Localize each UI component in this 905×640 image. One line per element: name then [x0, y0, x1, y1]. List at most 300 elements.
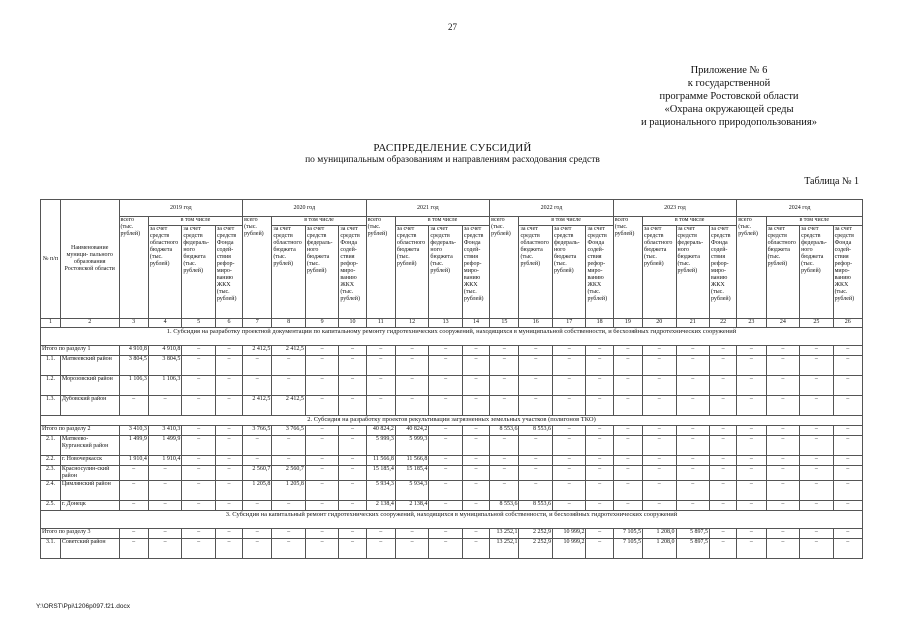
table-row — [41, 501, 863, 511]
cell-value: – — [766, 456, 800, 466]
cell-value: – — [737, 466, 766, 481]
cell-value: – — [305, 501, 339, 511]
header-total: всего (тыс. рублей) — [737, 217, 766, 319]
table-row — [41, 346, 863, 356]
cell-value: – — [395, 396, 429, 416]
cell-value: – — [737, 436, 766, 456]
cell-value: – — [490, 456, 519, 466]
document-subtitle: по муниципальным образованиям и направлениям расходования средств — [305, 155, 600, 165]
cell-value: – — [737, 529, 766, 539]
cell-value: – — [710, 346, 737, 356]
cell-value: – — [586, 426, 613, 436]
cell-value: – — [586, 436, 613, 456]
section-title-row — [41, 511, 863, 529]
section-title: 3. Субсидия на капитальный ремонт гидротехнических сооружений, находящихся в муниципальной собственности, и бесхозяйных гидротехнических сооружений — [41, 511, 863, 529]
cell-value: – — [215, 481, 242, 501]
cell-value: – — [462, 346, 489, 356]
cell-value: – — [613, 501, 642, 511]
header-source: за счет средств областного бюджета (тыс. рублей) — [766, 226, 800, 319]
cell-value: – — [272, 436, 306, 456]
cell-value: – — [215, 529, 242, 539]
table-row — [41, 539, 863, 559]
cell-value: – — [215, 356, 242, 376]
cell-value: – — [676, 501, 710, 511]
cell-value: – — [643, 481, 677, 501]
cell-value: – — [613, 436, 642, 456]
cell-value: – — [710, 501, 737, 511]
column-number: 12 — [395, 319, 429, 328]
cell-value: – — [215, 346, 242, 356]
cell-value: – — [395, 356, 429, 376]
cell-value: – — [643, 356, 677, 376]
cell-value: – — [586, 466, 613, 481]
cell-value: – — [519, 356, 553, 376]
cell-value: – — [182, 539, 216, 559]
header-source: за счет средств областного бюджета (тыс. рублей) — [519, 226, 553, 319]
appendix-line: Приложение № 6 — [690, 65, 768, 76]
cell-value: – — [490, 376, 519, 396]
cell-value: – — [429, 376, 463, 396]
cell-value: 3 766,5 — [272, 426, 306, 436]
cell-value: – — [800, 529, 834, 539]
cell-value: – — [676, 481, 710, 501]
cell-value: – — [552, 501, 586, 511]
cell-value: – — [613, 456, 642, 466]
header-year: 2020 год — [243, 200, 367, 217]
cell-value: – — [676, 346, 710, 356]
cell-value: – — [272, 501, 306, 511]
header-total: всего (тыс. рублей) — [366, 217, 395, 319]
cell-value: – — [182, 501, 216, 511]
cell-value: 7 105,5 — [613, 529, 642, 539]
cell-value: – — [243, 356, 272, 376]
cell-value: – — [643, 466, 677, 481]
header-source: за счет средств федераль- ного бюджета (тыс. рублей) — [429, 226, 463, 319]
cell-value: – — [552, 396, 586, 416]
cell-value: – — [737, 539, 766, 559]
cell-value: – — [305, 436, 339, 456]
cell-value: – — [613, 356, 642, 376]
header-year: 2024 год — [737, 200, 863, 217]
cell-value: – — [148, 539, 182, 559]
row-name: Дубовский район — [60, 396, 119, 416]
header-source: за счет средств федераль- ного бюджета (тыс. рублей) — [800, 226, 834, 319]
cell-value: 3 410,3 — [119, 426, 148, 436]
cell-value: – — [305, 456, 339, 466]
header-row-years — [41, 200, 863, 217]
cell-value: – — [586, 456, 613, 466]
column-number: 6 — [215, 319, 242, 328]
cell-value: – — [305, 466, 339, 481]
cell-value: – — [586, 481, 613, 501]
cell-value: – — [462, 356, 489, 376]
cell-value: – — [737, 481, 766, 501]
cell-value: 1 205,8 — [272, 481, 306, 501]
appendix-line: к государственной — [687, 78, 771, 89]
cell-value: – — [148, 529, 182, 539]
cell-value: 5 934,3 — [395, 481, 429, 501]
cell-value: – — [800, 376, 834, 396]
cell-value: – — [613, 466, 642, 481]
header-including: в том числе — [272, 217, 366, 226]
cell-value: – — [710, 481, 737, 501]
row-name: г. Донецк — [60, 501, 119, 511]
cell-value: – — [462, 436, 489, 456]
cell-value: – — [710, 456, 737, 466]
column-number: 11 — [366, 319, 395, 328]
cell-value: 11 566,8 — [366, 456, 395, 466]
header-year: 2019 год — [119, 200, 243, 217]
cell-value: – — [272, 539, 306, 559]
cell-value: 7 105,5 — [613, 539, 642, 559]
cell-value: – — [339, 481, 366, 501]
cell-value: – — [643, 426, 677, 436]
cell-value: – — [586, 356, 613, 376]
cell-value: – — [710, 436, 737, 456]
cell-value: 8 553,6 — [519, 426, 553, 436]
row-number: 3.1. — [41, 539, 61, 559]
cell-value: – — [215, 396, 242, 416]
cell-value: – — [215, 456, 242, 466]
cell-value: – — [215, 539, 242, 559]
header-total: всего (тыс. рублей) — [490, 217, 519, 319]
cell-value: – — [148, 501, 182, 511]
cell-value: – — [833, 356, 862, 376]
header-including: в том числе — [766, 217, 862, 226]
cell-value: – — [272, 376, 306, 396]
cell-value: – — [462, 426, 489, 436]
cell-value: – — [766, 436, 800, 456]
cell-value: – — [833, 539, 862, 559]
cell-value: 1 499,9 — [119, 436, 148, 456]
cell-value: – — [552, 376, 586, 396]
cell-value: – — [395, 529, 429, 539]
cell-value: – — [519, 376, 553, 396]
cell-value: – — [305, 356, 339, 376]
cell-value: 3 804,5 — [148, 356, 182, 376]
cell-value: – — [429, 529, 463, 539]
column-number: 10 — [339, 319, 366, 328]
cell-value: – — [119, 466, 148, 481]
cell-value: – — [737, 396, 766, 416]
cell-value: – — [766, 529, 800, 539]
table-row — [41, 356, 863, 376]
cell-value: 1 106,3 — [119, 376, 148, 396]
cell-value: – — [833, 426, 862, 436]
cell-value: 10 999,2 — [552, 539, 586, 559]
header-source: за счет средств областного бюджета (тыс. рублей) — [148, 226, 182, 319]
table-row — [41, 436, 863, 456]
cell-value: – — [395, 539, 429, 559]
header-source: за счет средств Фонда содей- ствия рефор- миро- ванию ЖКХ (тыс. рублей) — [462, 226, 489, 319]
cell-value: – — [586, 501, 613, 511]
table-body — [41, 319, 863, 559]
row-name: Советский район — [60, 539, 119, 559]
cell-value: – — [182, 346, 216, 356]
cell-value: – — [339, 539, 366, 559]
cell-value: – — [182, 436, 216, 456]
column-number: 26 — [833, 319, 862, 328]
header-source: за счет средств Фонда содей- ствия рефор- миро- ванию ЖКХ (тыс. рублей) — [833, 226, 862, 319]
cell-value: 5 897,5 — [676, 539, 710, 559]
cell-value: – — [366, 356, 395, 376]
cell-value: – — [490, 436, 519, 456]
cell-value: – — [552, 426, 586, 436]
section-title-row — [41, 416, 863, 426]
cell-value: – — [613, 376, 642, 396]
cell-value: 11 566,8 — [395, 456, 429, 466]
file-path-footer: Y:\ORST\Ppi\1206p097.f21.docx — [36, 603, 130, 610]
cell-value: – — [148, 481, 182, 501]
table-label: Таблица № 1 — [804, 176, 859, 187]
cell-value: 2 412,5 — [243, 346, 272, 356]
cell-value: – — [800, 346, 834, 356]
cell-value: – — [305, 346, 339, 356]
cell-value: – — [272, 456, 306, 466]
cell-value: – — [833, 376, 862, 396]
header-source: за счет средств Фонда содей- ствия рефор- миро- ванию ЖКХ (тыс. рублей) — [215, 226, 242, 319]
cell-value: 8 553,6 — [490, 501, 519, 511]
cell-value: – — [766, 376, 800, 396]
cell-value: – — [833, 346, 862, 356]
cell-value: – — [462, 481, 489, 501]
cell-value: – — [737, 376, 766, 396]
table-head — [41, 200, 863, 319]
cell-value: – — [519, 456, 553, 466]
cell-value: – — [676, 436, 710, 456]
cell-value: – — [833, 466, 862, 481]
column-number: 18 — [586, 319, 613, 328]
cell-value: – — [737, 356, 766, 376]
appendix-line: программе Ростовской области — [659, 91, 799, 102]
cell-value: – — [766, 426, 800, 436]
cell-value: – — [429, 466, 463, 481]
header-source: за счет средств Фонда содей- ствия рефор- миро- ванию ЖКХ (тыс. рублей) — [339, 226, 366, 319]
cell-value: 2 412,5 — [243, 396, 272, 416]
cell-value: – — [800, 481, 834, 501]
cell-value: – — [676, 456, 710, 466]
cell-value: 13 252,1 — [490, 529, 519, 539]
cell-value: – — [643, 501, 677, 511]
cell-value: – — [119, 529, 148, 539]
column-number: 20 — [643, 319, 677, 328]
cell-value: – — [737, 426, 766, 436]
column-number-row — [41, 319, 863, 328]
cell-value: – — [182, 396, 216, 416]
subsidy-table-container — [40, 199, 863, 559]
cell-value: 5 934,3 — [366, 481, 395, 501]
cell-value: – — [366, 346, 395, 356]
cell-value: – — [215, 436, 242, 456]
cell-value: – — [272, 529, 306, 539]
cell-value: – — [395, 376, 429, 396]
cell-value: – — [643, 376, 677, 396]
cell-value: 2 412,5 — [272, 346, 306, 356]
cell-value: 40 824,2 — [366, 426, 395, 436]
cell-value: – — [586, 396, 613, 416]
cell-value: – — [462, 376, 489, 396]
column-number: 15 — [490, 319, 519, 328]
section-title-row — [41, 328, 863, 346]
cell-value: – — [800, 466, 834, 481]
cell-value: – — [519, 436, 553, 456]
cell-value: – — [366, 376, 395, 396]
cell-value: 5 999,3 — [366, 436, 395, 456]
cell-value: – — [148, 396, 182, 416]
cell-value: – — [243, 539, 272, 559]
cell-value: 2 252,9 — [519, 529, 553, 539]
column-number: 16 — [519, 319, 553, 328]
cell-value: – — [182, 376, 216, 396]
cell-value: – — [490, 356, 519, 376]
cell-value: – — [462, 539, 489, 559]
row-number: 2.5. — [41, 501, 61, 511]
cell-value: – — [182, 481, 216, 501]
appendix-block — [599, 64, 859, 129]
column-number: 13 — [429, 319, 463, 328]
cell-value: – — [552, 466, 586, 481]
header-source: за счет средств Фонда содей- ствия рефор- миро- ванию ЖКХ (тыс. рублей) — [586, 226, 613, 319]
cell-value: 3 410,3 — [148, 426, 182, 436]
header-source: за счет средств областного бюджета (тыс. рублей) — [395, 226, 429, 319]
cell-value: – — [490, 396, 519, 416]
cell-value: – — [366, 396, 395, 416]
cell-value: – — [305, 481, 339, 501]
appendix-line: и рационального природопользования» — [640, 117, 817, 128]
cell-value: – — [182, 356, 216, 376]
cell-value: – — [676, 466, 710, 481]
cell-value: – — [429, 539, 463, 559]
cell-value: 8 553,6 — [490, 426, 519, 436]
cell-value: – — [366, 539, 395, 559]
cell-value: – — [366, 529, 395, 539]
table-row — [41, 426, 863, 436]
cell-value: – — [552, 481, 586, 501]
row-name: Морозовский район — [60, 376, 119, 396]
column-number: 5 — [182, 319, 216, 328]
cell-value: – — [737, 501, 766, 511]
cell-value: – — [119, 539, 148, 559]
cell-value: 2 560,7 — [243, 466, 272, 481]
cell-value: – — [586, 529, 613, 539]
header-year: 2022 год — [490, 200, 614, 217]
cell-value: – — [710, 396, 737, 416]
cell-value: – — [462, 456, 489, 466]
cell-value: – — [766, 539, 800, 559]
cell-value: – — [462, 466, 489, 481]
cell-value: – — [395, 346, 429, 356]
cell-value: – — [339, 529, 366, 539]
cell-value: – — [243, 436, 272, 456]
header-total: всего (тыс. рублей) — [243, 217, 272, 319]
row-name: Итого по разделу 2 — [41, 426, 120, 436]
cell-value: – — [182, 466, 216, 481]
cell-value: – — [643, 436, 677, 456]
table-row — [41, 396, 863, 416]
cell-value: – — [800, 396, 834, 416]
column-number: 2 — [60, 319, 119, 328]
cell-value: – — [737, 346, 766, 356]
cell-value: – — [833, 501, 862, 511]
page-number: 27 — [448, 22, 457, 32]
table-row — [41, 481, 863, 501]
cell-value: – — [429, 396, 463, 416]
cell-value: – — [737, 456, 766, 466]
cell-value: – — [766, 346, 800, 356]
cell-value: – — [833, 396, 862, 416]
cell-value: – — [613, 426, 642, 436]
cell-value: – — [710, 376, 737, 396]
row-number: 2.2. — [41, 456, 61, 466]
column-number: 9 — [305, 319, 339, 328]
cell-value: – — [305, 396, 339, 416]
cell-value: – — [119, 501, 148, 511]
cell-value: – — [552, 356, 586, 376]
document-title: РАСПРЕДЕЛЕНИЕ СУБСИДИЙ — [373, 142, 532, 154]
cell-value: – — [800, 501, 834, 511]
cell-value: 2 560,7 — [272, 466, 306, 481]
cell-value: 15 185,4 — [366, 466, 395, 481]
row-number: 1.2. — [41, 376, 61, 396]
cell-value: – — [339, 436, 366, 456]
cell-value: – — [710, 356, 737, 376]
row-number: 2.1. — [41, 436, 61, 456]
subsidy-table — [40, 199, 863, 559]
cell-value: – — [119, 396, 148, 416]
cell-value: – — [613, 481, 642, 501]
header-year: 2023 год — [613, 200, 737, 217]
header-including: в том числе — [519, 217, 613, 226]
cell-value: – — [766, 481, 800, 501]
header-including: в том числе — [395, 217, 489, 226]
header-source: за счет средств Фонда содей- ствия рефор- миро- ванию ЖКХ (тыс. рублей) — [710, 226, 737, 319]
cell-value: 2 252,9 — [519, 539, 553, 559]
cell-value: – — [305, 529, 339, 539]
cell-value: 40 824,2 — [395, 426, 429, 436]
column-number: 1 — [41, 319, 61, 328]
cell-value: – — [182, 426, 216, 436]
cell-value: – — [552, 346, 586, 356]
column-number: 21 — [676, 319, 710, 328]
row-name: Красносулин-ский район — [60, 466, 119, 481]
cell-value: – — [215, 501, 242, 511]
cell-value: – — [613, 346, 642, 356]
row-number: 2.3. — [41, 466, 61, 481]
cell-value: – — [243, 529, 272, 539]
cell-value: – — [766, 356, 800, 376]
cell-value: 13 252,1 — [490, 539, 519, 559]
cell-value: – — [643, 346, 677, 356]
cell-value: – — [462, 529, 489, 539]
cell-value: 1 208,0 — [643, 539, 677, 559]
column-number: 7 — [243, 319, 272, 328]
cell-value: – — [676, 426, 710, 436]
header-source: за счет средств областного бюджета (тыс. рублей) — [272, 226, 306, 319]
row-number: 2.4. — [41, 481, 61, 501]
cell-value: – — [490, 466, 519, 481]
cell-value: – — [182, 529, 216, 539]
cell-value: – — [339, 466, 366, 481]
cell-value: – — [833, 456, 862, 466]
cell-value: – — [182, 456, 216, 466]
cell-value: – — [215, 426, 242, 436]
cell-value: – — [766, 396, 800, 416]
cell-value: – — [800, 456, 834, 466]
cell-value: 1 910,4 — [148, 456, 182, 466]
cell-value: – — [710, 466, 737, 481]
header-source: за счет средств федераль- ного бюджета (тыс. рублей) — [305, 226, 339, 319]
cell-value: – — [119, 481, 148, 501]
